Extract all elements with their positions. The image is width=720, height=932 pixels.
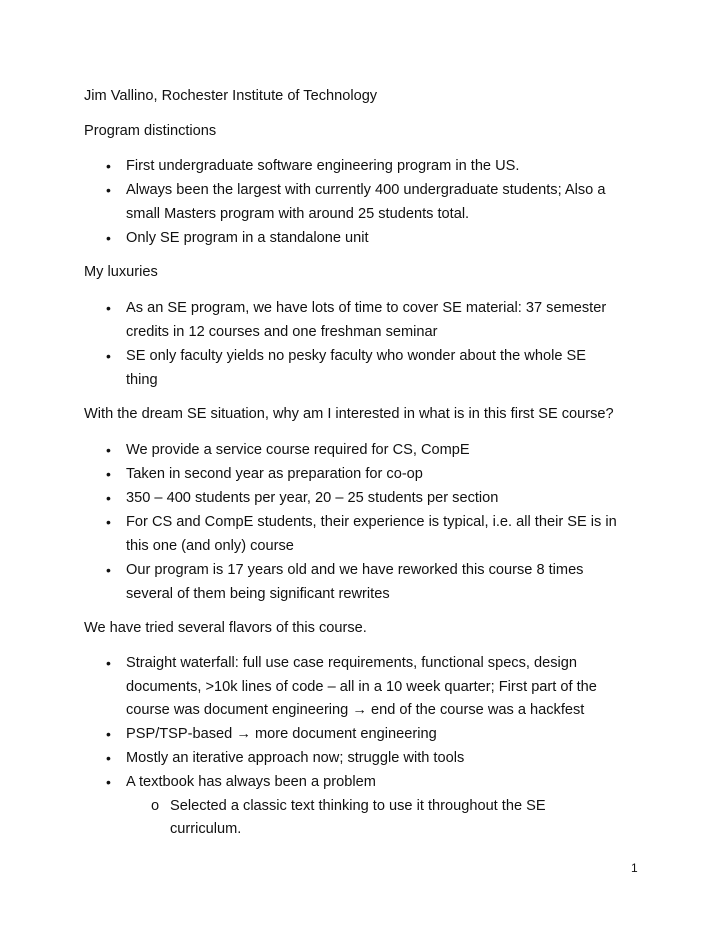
section-heading-my-luxuries: My luxuries [84, 264, 158, 280]
section-heading-dream-se: With the dream SE situation, why am I interested in what is in this first SE course? [84, 406, 614, 422]
section-heading-flavors: We have tried several flavors of this course. [84, 620, 367, 636]
list-item-line: several of them being significant rewrites [126, 586, 390, 602]
bullet-glyph: • [106, 182, 111, 198]
bullet-glyph: • [106, 514, 111, 530]
list-item-line: As an SE program, we have lots of time to cover SE material: 37 semester [126, 300, 607, 316]
list-item-line: this one (and only) course [126, 538, 294, 554]
list-item-line: credits in 12 courses and one freshman seminar [126, 324, 438, 340]
sub-list-item-line: curriculum. [170, 821, 242, 837]
list-item-line: We provide a service course required for CS, CompE [126, 442, 470, 458]
list-item-line: Mostly an iterative approach now; struggle with tools [126, 750, 465, 766]
list-item-line: small Masters program with around 25 students total. [126, 206, 470, 222]
list-item-line: A textbook has always been a problem [126, 774, 376, 790]
list-item-line: Straight waterfall: full use case requirements, functional specs, design [126, 655, 578, 671]
list-item-line: Our program is 17 years old and we have reworked this course 8 times [126, 562, 584, 578]
bullet-glyph: • [106, 726, 111, 742]
sub-bullet-glyph: o [151, 798, 160, 814]
page-number: 1 [631, 861, 638, 875]
bullet-glyph: • [106, 562, 111, 578]
list-item-line: SE only faculty yields no pesky faculty who wonder about the whole SE [126, 348, 586, 364]
bullet-glyph: • [106, 442, 111, 458]
bullet-glyph: • [106, 300, 111, 316]
list-item-line: 350 – 400 students per year, 20 – 25 students per section [126, 490, 499, 506]
list-item-line: thing [126, 372, 158, 388]
author-line: Jim Vallino, Rochester Institute of Technology [84, 88, 378, 104]
list-item-line: course was document engineering → end of the course was a hackfest [126, 702, 585, 718]
bullet-glyph: • [106, 230, 111, 246]
list-item-line: Taken in second year as preparation for co-op [126, 466, 423, 482]
bullet-glyph: • [106, 348, 111, 364]
bullet-glyph: • [106, 490, 111, 506]
list-item-line: documents, >10k lines of code – all in a 10 week quarter; First part of the [126, 679, 597, 695]
bullet-glyph: • [106, 774, 111, 790]
list-item-line: Only SE program in a standalone unit [126, 230, 369, 246]
list-item-line: Always been the largest with currently 400 undergraduate students; Also a [126, 182, 606, 198]
bullet-glyph: • [106, 750, 111, 766]
bullet-glyph: • [106, 655, 111, 671]
list-item-line: For CS and CompE students, their experience is typical, i.e. all their SE is in [126, 514, 617, 530]
bullet-glyph: • [106, 466, 111, 482]
list-item-line: PSP/TSP-based → more document engineering [126, 726, 437, 742]
list-item-line: First undergraduate software engineering program in the US. [126, 158, 520, 174]
sub-list-item-line: Selected a classic text thinking to use it throughout the SE [170, 798, 546, 814]
bullet-glyph: • [106, 158, 111, 174]
section-heading-program-distinctions: Program distinctions [84, 123, 217, 139]
